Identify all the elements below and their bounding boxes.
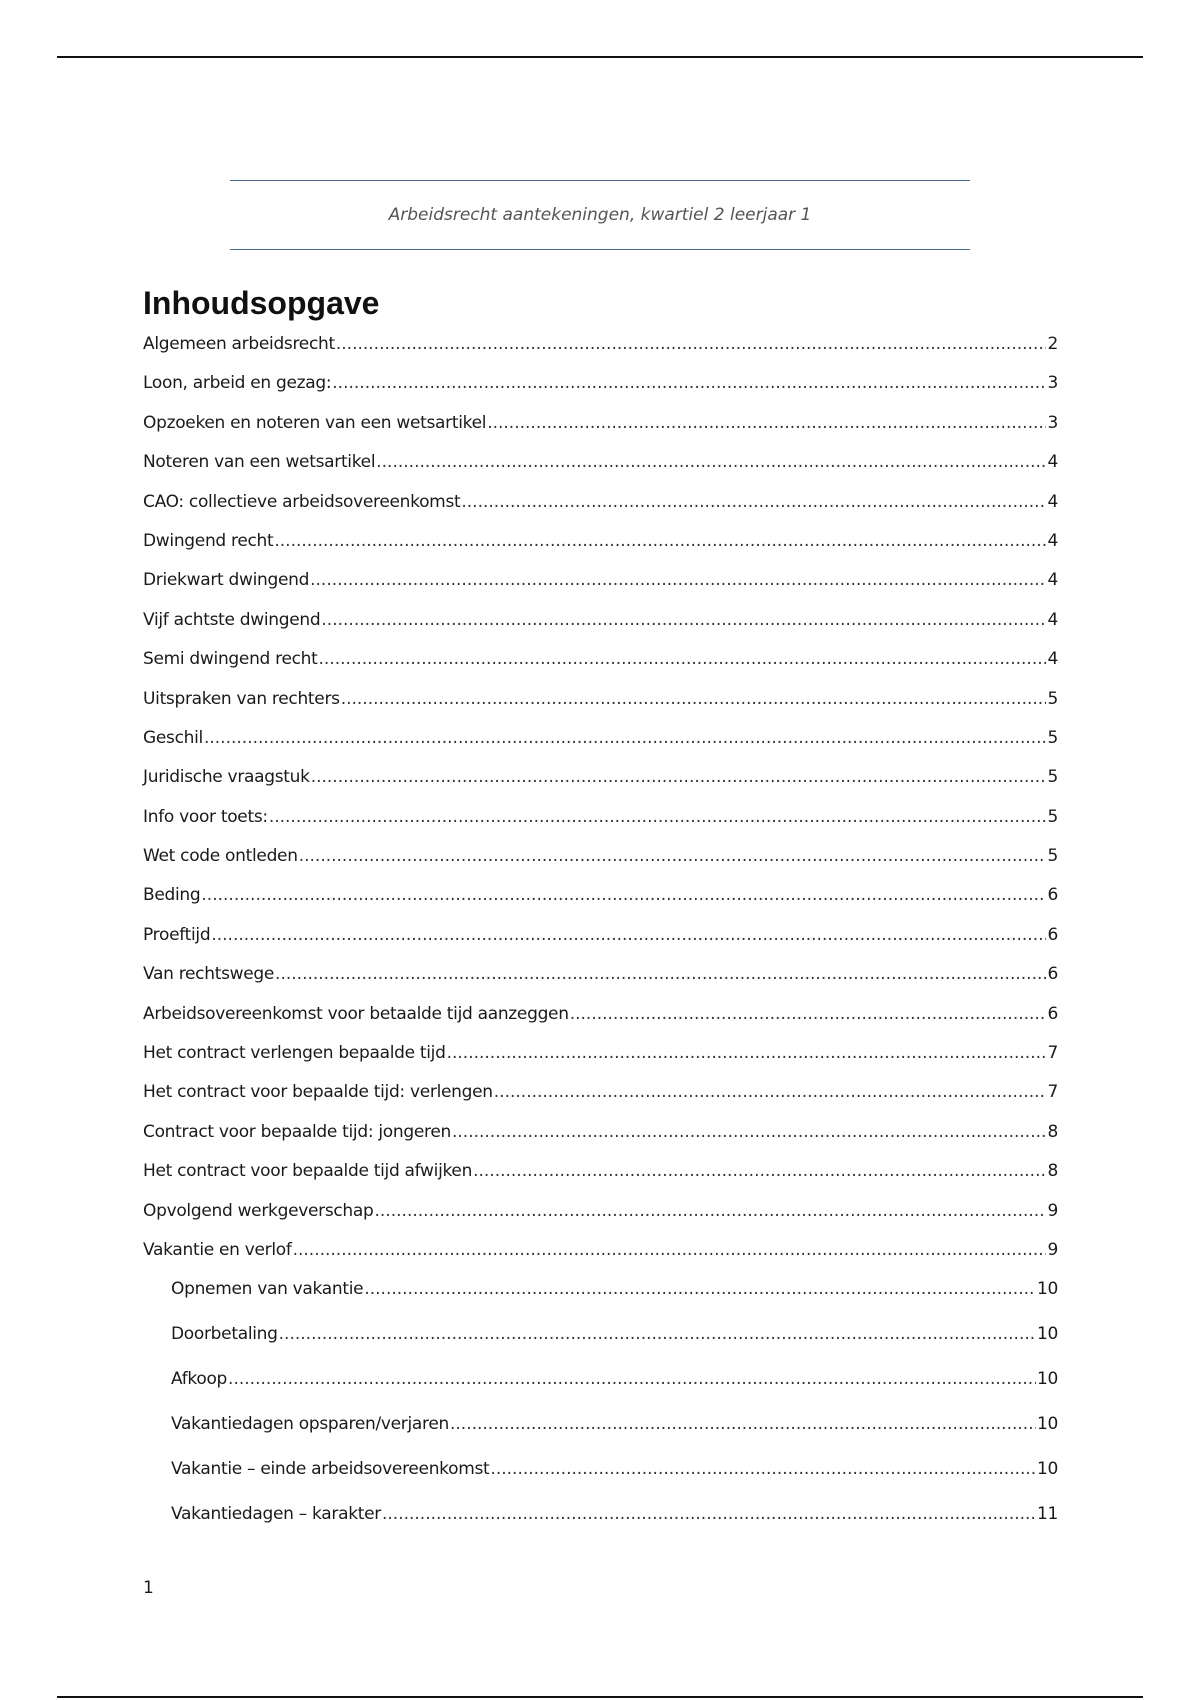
toc-entry-label: Opzoeken en noteren van een wetsartikel (143, 412, 487, 433)
toc-dot-leader (279, 1324, 1036, 1344)
toc-entry-page: 7 (1047, 1082, 1058, 1103)
toc-heading: Inhoudsopgave (143, 285, 380, 321)
toc-dot-leader (204, 728, 1047, 748)
toc-entry-page: 10 (1036, 1459, 1058, 1480)
toc-dot-leader (447, 1043, 1047, 1063)
toc-entry[interactable] (143, 1369, 1058, 1414)
toc-entry-page: 6 (1047, 924, 1058, 945)
toc-dot-leader (275, 964, 1046, 984)
toc-dot-leader (494, 1082, 1047, 1102)
toc-dot-leader (375, 1201, 1047, 1221)
toc-entry-label: Dwingend recht (143, 530, 274, 551)
toc-entry[interactable] (143, 531, 1058, 570)
toc-dot-leader (201, 885, 1046, 905)
toc-dot-leader (570, 1004, 1047, 1024)
toc-dot-leader (461, 492, 1046, 512)
document-header (230, 180, 970, 250)
toc-entry-label: Vakantie – einde arbeidsovereenkomst (171, 1459, 490, 1480)
toc-entry-page: 11 (1036, 1504, 1058, 1525)
toc-dot-leader (310, 570, 1046, 590)
toc-entry-label: Semi dwingend recht (143, 649, 318, 670)
toc-entry-page: 8 (1047, 1121, 1058, 1142)
toc-entry-page: 2 (1047, 334, 1058, 354)
toc-entry-page: 5 (1047, 727, 1058, 748)
toc-entry[interactable] (143, 1324, 1058, 1369)
toc-dot-leader (321, 610, 1046, 630)
toc-entry-label: CAO: collectieve arbeidsovereenkomst (143, 491, 461, 512)
toc-dot-leader (473, 1161, 1046, 1181)
toc-entry-page: 10 (1036, 1279, 1058, 1300)
toc-entry-page: 8 (1047, 1161, 1058, 1182)
toc-entry[interactable] (143, 1043, 1058, 1082)
toc-entry-page: 4 (1047, 649, 1058, 670)
toc-entry-label: Contract voor bepaalde tijd: jongeren (143, 1121, 451, 1142)
toc-entry[interactable] (143, 767, 1058, 806)
toc-entry-label: Het contract voor bepaalde tijd: verlengen (143, 1082, 493, 1103)
toc-dot-leader (319, 649, 1047, 669)
table-of-contents (143, 334, 1058, 1549)
toc-dot-leader (332, 373, 1046, 393)
toc-entry[interactable] (143, 1004, 1058, 1043)
toc-entry[interactable] (143, 1240, 1058, 1279)
toc-dot-leader (382, 1504, 1036, 1524)
toc-dot-leader (228, 1369, 1036, 1389)
toc-entry-page: 4 (1047, 491, 1058, 512)
toc-entry-page: 4 (1047, 530, 1058, 551)
header-title: Arbeidsrecht aantekeningen, kwartiel 2 leerjaar 1 (388, 205, 812, 225)
toc-entry[interactable] (143, 925, 1058, 964)
toc-entry[interactable] (143, 649, 1058, 688)
toc-entry[interactable] (143, 728, 1058, 767)
toc-entry-page: 6 (1047, 885, 1058, 906)
toc-dot-leader (452, 1122, 1046, 1142)
toc-entry-label: Opnemen van vakantie (171, 1279, 364, 1300)
toc-dot-leader (293, 1240, 1047, 1260)
toc-entry[interactable] (143, 373, 1058, 412)
toc-entry-label: Wet code ontleden (143, 846, 298, 867)
toc-entry-page: 5 (1047, 688, 1058, 709)
toc-entry-label: Geschil (143, 727, 203, 748)
toc-entry-label: Vijf achtste dwingend (143, 609, 321, 630)
toc-entry-label: Opvolgend werkgeverschap (143, 1200, 374, 1221)
toc-entry-page: 4 (1047, 609, 1058, 630)
toc-entry-page: 6 (1047, 1003, 1058, 1024)
toc-entry[interactable] (143, 1504, 1058, 1549)
toc-dot-leader (450, 1414, 1036, 1434)
toc-entry-label: Doorbetaling (171, 1324, 278, 1345)
toc-entry-label: Vakantiedagen – karakter (171, 1504, 381, 1525)
toc-entry-label: Arbeidsovereenkomst voor betaalde tijd aanzeggen (143, 1003, 569, 1024)
toc-entry[interactable] (143, 1201, 1058, 1240)
toc-entry-page: 7 (1047, 1043, 1058, 1064)
page-bottom-rule (57, 1696, 1143, 1698)
toc-entry-label: Info voor toets: (143, 806, 268, 827)
toc-entry-label: Loon, arbeid en gezag: (143, 373, 332, 394)
toc-entry-page: 4 (1047, 452, 1058, 473)
toc-entry[interactable] (143, 807, 1058, 846)
page-number: 1 (143, 1578, 154, 1598)
toc-dot-leader (364, 1279, 1036, 1299)
toc-entry-page: 10 (1036, 1324, 1058, 1345)
toc-dot-leader (269, 807, 1047, 827)
page-top-rule (57, 56, 1143, 58)
toc-entry-label: Het contract verlengen bepaalde tijd (143, 1043, 446, 1064)
toc-entry-label: Het contract voor bepaalde tijd afwijken (143, 1161, 473, 1182)
toc-entry[interactable] (143, 846, 1058, 885)
toc-entry-label: Algemeen arbeidsrecht (143, 334, 335, 354)
toc-entry[interactable] (143, 452, 1058, 491)
toc-dot-leader (487, 413, 1046, 433)
toc-entry[interactable] (143, 1459, 1058, 1504)
toc-entry-label: Afkoop (171, 1369, 228, 1390)
toc-dot-leader (311, 767, 1047, 787)
toc-entry-label: Van rechtswege (143, 964, 275, 985)
toc-entry-page: 4 (1047, 570, 1058, 591)
toc-entry[interactable] (143, 570, 1058, 609)
toc-dot-leader (341, 689, 1047, 709)
toc-dot-leader (299, 846, 1047, 866)
toc-entry-page: 5 (1047, 806, 1058, 827)
toc-entry-label: Noteren van een wetsartikel (143, 452, 376, 473)
toc-entry-label: Beding (143, 885, 201, 906)
toc-dot-leader (336, 334, 1047, 354)
toc-dot-leader (274, 531, 1046, 551)
toc-entry-page: 5 (1047, 767, 1058, 788)
toc-entry-label: Vakantie en verlof (143, 1239, 292, 1260)
toc-entry[interactable] (143, 1082, 1058, 1121)
toc-entry[interactable] (143, 964, 1058, 1003)
toc-entry-page: 10 (1036, 1414, 1058, 1435)
toc-entry-page: 3 (1047, 373, 1058, 394)
toc-entry-page: 9 (1047, 1200, 1058, 1221)
toc-entry-label: Vakantiedagen opsparen/verjaren (171, 1414, 449, 1435)
toc-entry-page: 5 (1047, 846, 1058, 867)
toc-entry[interactable] (143, 413, 1058, 452)
toc-entry[interactable] (143, 1161, 1058, 1200)
toc-entry-label: Driekwart dwingend (143, 570, 310, 591)
toc-entry[interactable] (143, 1414, 1058, 1459)
toc-entry-label: Uitspraken van rechters (143, 688, 340, 709)
toc-dot-leader (376, 452, 1046, 472)
toc-entry-page: 9 (1047, 1239, 1058, 1260)
toc-dot-leader (211, 925, 1046, 945)
toc-entry-label: Juridische vraagstuk (143, 767, 310, 788)
toc-entry-label: Proeftijd (143, 924, 211, 945)
toc-entry[interactable] (143, 1279, 1058, 1324)
toc-entry[interactable] (143, 885, 1058, 924)
toc-entry[interactable] (143, 492, 1058, 531)
toc-entry[interactable] (143, 610, 1058, 649)
toc-entry[interactable] (143, 334, 1058, 373)
toc-entry-page: 6 (1047, 964, 1058, 985)
toc-entry-page: 3 (1047, 412, 1058, 433)
toc-entry[interactable] (143, 689, 1058, 728)
toc-dot-leader (490, 1459, 1036, 1479)
toc-entry-page: 10 (1036, 1369, 1058, 1390)
toc-entry[interactable] (143, 1122, 1058, 1161)
